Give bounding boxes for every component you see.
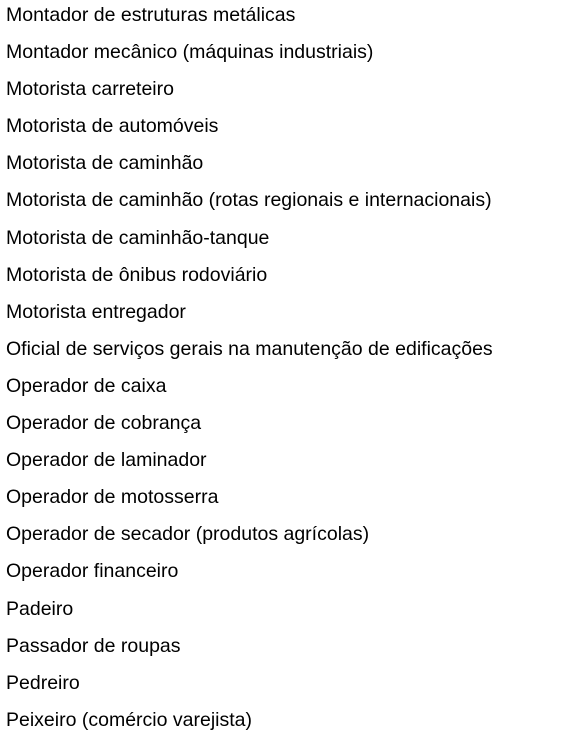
list-item: Peixeiro (comércio varejista) (6, 708, 252, 731)
list-item: Operador de secador (produtos agrícolas) (6, 523, 370, 546)
list-item: Operador de laminador (6, 449, 207, 472)
list-item: Motorista de ônibus rodoviário (6, 263, 268, 286)
list-item: Passador de roupas (6, 634, 181, 657)
list-item: Motorista de caminhão (6, 152, 204, 175)
list-item: Motorista de caminhão-tanque (6, 226, 270, 249)
list-item: Operador de cobrança (6, 412, 202, 435)
list-item: Padeiro (6, 597, 74, 620)
list-item: Operador de caixa (6, 374, 167, 397)
list-item: Operador financeiro (6, 560, 179, 583)
list-item: Pedreiro (6, 671, 80, 694)
list-item: Oficial de serviços gerais na manutenção de edificações (6, 337, 493, 360)
list-item: Operador de motosserra (6, 486, 219, 509)
list-item: Montador de estruturas metálicas (6, 4, 296, 26)
list-item: Motorista de caminhão (rotas regionais e internacionais) (6, 189, 492, 212)
list-item: Motorista entregador (6, 300, 186, 323)
list-item: Montador mecânico (máquinas industriais) (6, 41, 374, 64)
list-item: Motorista de automóveis (6, 115, 219, 138)
list-item: Motorista carreteiro (6, 78, 174, 101)
occupation-list (6, 0, 493, 742)
